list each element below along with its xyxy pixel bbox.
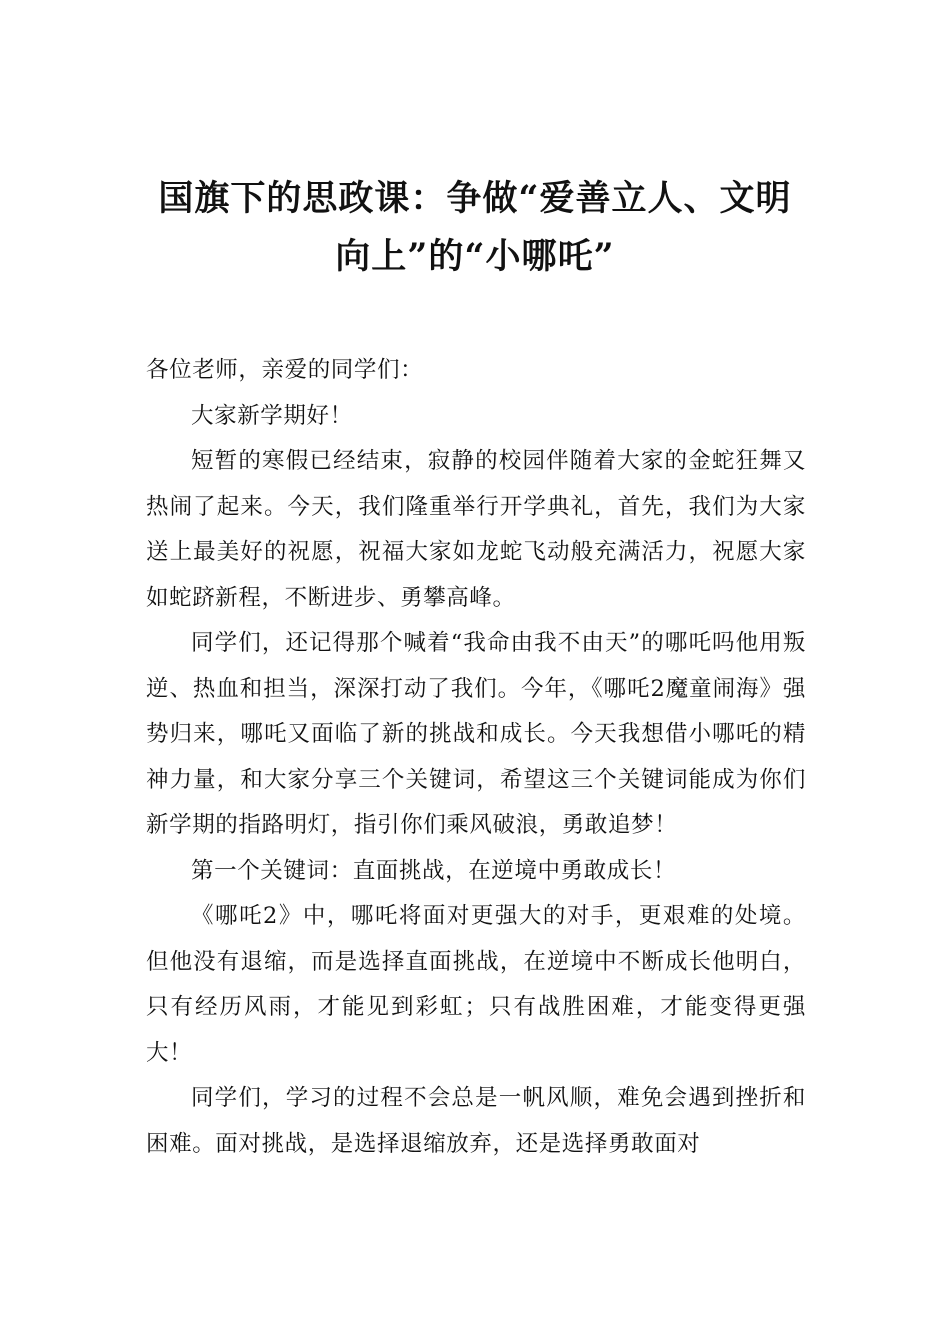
paragraph-1: 大家新学期好！ <box>191 402 353 429</box>
paragraph-5: 《哪吒2》中，哪吒将面对更强大的对手，更艰难的处境。但他没有退缩，而是选择直面挑战，在逆境中不断成长他明白，只有经历风雨，才能见到彩虹；只有战胜困难，才能变得更强大！ <box>146 903 806 1066</box>
paragraph-4-heading: 第一个关键词：直面挑战，在逆境中勇敢成长！ <box>191 857 677 884</box>
title-line-1: 国旗下的思政课：争做“爱善立人、文明 <box>158 178 792 219</box>
document-title <box>120 170 830 286</box>
greeting: 各位老师，亲爱的同学们： <box>146 357 424 383</box>
document-body <box>146 348 806 1167</box>
paragraph-6: 同学们，学习的过程不会总是一帆风顺，难免会遇到挫折和困难。面对挑战，是选择退缩放弃，还是选择勇敢面对 <box>146 1085 806 1157</box>
title-line-2: 向上”的“小哪吒” <box>335 236 615 277</box>
paragraph-2: 短暂的寒假已经结束，寂静的校园伴随着大家的金蛇狂舞又热闹了起来。今天，我们隆重举行开学典礼，首先，我们为大家送上最美好的祝愿，祝福大家如龙蛇飞动般充满活力，祝愿大家如蛇跻新程，不断进步、勇攀高峰。 <box>146 448 806 611</box>
paragraph-3: 同学们，还记得那个喊着“我命由我不由天”的哪吒吗他用叛逆、热血和担当，深深打动了我们。今年，《哪吒2魔童闹海》强势归来，哪吒又面临了新的挑战和成长。今天我想借小哪吒的精神力量，和大家分享三个关键词，希望这三个关键词能成为你们新学期的指路明灯，指引你们乘风破浪，勇敢追梦！ <box>146 630 806 838</box>
